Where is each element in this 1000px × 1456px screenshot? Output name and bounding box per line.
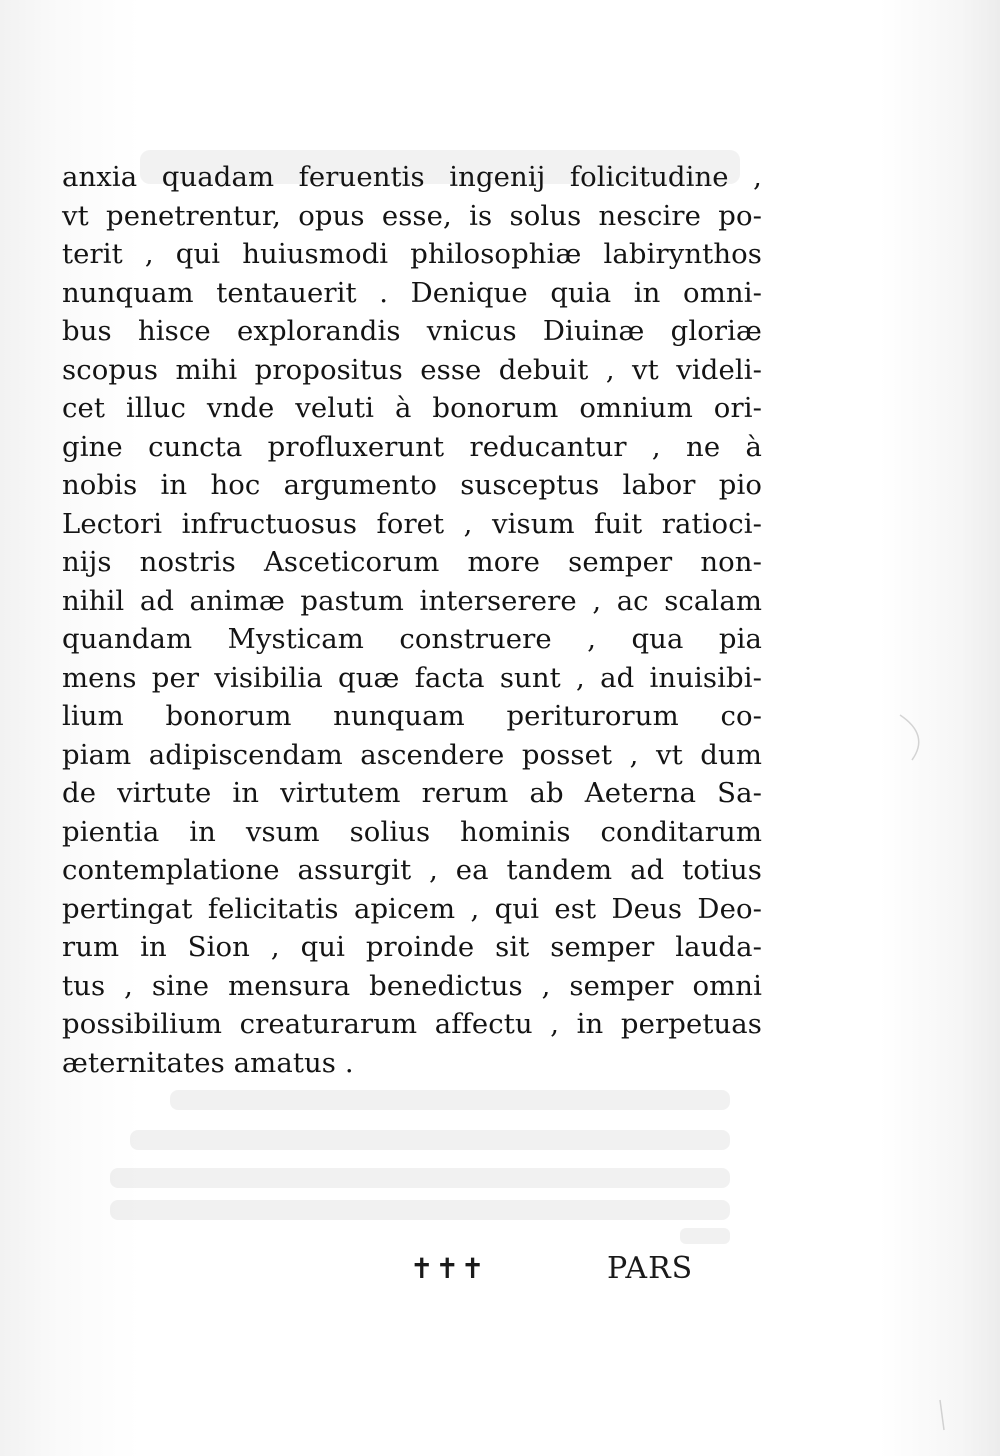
text-line: æternitates amatus . — [62, 1046, 354, 1079]
text-line: piam adipiscendam ascendere posset , vt dum — [62, 738, 762, 771]
page-footer — [0, 1245, 1000, 1295]
text-line: cet illuc vnde veluti à bonorum omnium ori- — [62, 392, 762, 424]
text-line: anxia quadam feruentis ingenij folicitudine , — [62, 161, 762, 193]
signature-mark: ✝✝✝ — [410, 1252, 487, 1285]
text-line: nunquam tentauerit . Denique quia in omni- — [62, 276, 762, 309]
text-line: scopus mihi propositus esse debuit , vt videli- — [62, 353, 762, 386]
text-line: bus hisce explorandis vnicus Diuinæ gloriæ — [62, 315, 762, 347]
catchword: PARS — [607, 1251, 694, 1286]
text-line: rum in Sion , qui proinde sit semper lauda- — [62, 931, 762, 963]
text-line: possibilium creaturarum affectu , in perpetuas — [62, 1008, 762, 1040]
text-line: gine cuncta profluxerunt reducantur , ne à — [62, 430, 762, 463]
text-line: quandam Mysticam construere , qua pia — [62, 623, 762, 655]
text-line: pientia in vsum solius hominis conditarum — [62, 815, 762, 848]
text-line: nobis in hoc argumento susceptus labor pio — [62, 469, 762, 501]
text-line: vt penetrentur, opus esse, is solus nescire po- — [62, 199, 762, 232]
text-line: contemplatione assurgit , ea tandem ad totius — [62, 854, 762, 886]
text-line: nihil ad animæ pastum interserere , ac scalam — [62, 584, 762, 617]
text-line: Lectori infructuosus foret , visum fuit ratioci- — [62, 507, 762, 540]
text-line: mens per visibilia quæ facta sunt , ad inuisibi- — [62, 661, 762, 694]
text-line: lium bonorum nunquam periturorum co- — [62, 700, 762, 732]
text-line: terit , qui huiusmodi philosophiæ labirynthos — [62, 238, 762, 270]
text-line: tus , sine mensura benedictus , semper omni — [62, 969, 762, 1002]
text-line: pertingat felicitatis apicem , qui est Deus Deo- — [62, 892, 762, 925]
body-text — [62, 158, 762, 1082]
text-line: de virtute in virtutem rerum ab Aeterna Sa- — [62, 777, 762, 809]
text-line: nijs nostris Asceticorum more semper non- — [62, 546, 762, 578]
